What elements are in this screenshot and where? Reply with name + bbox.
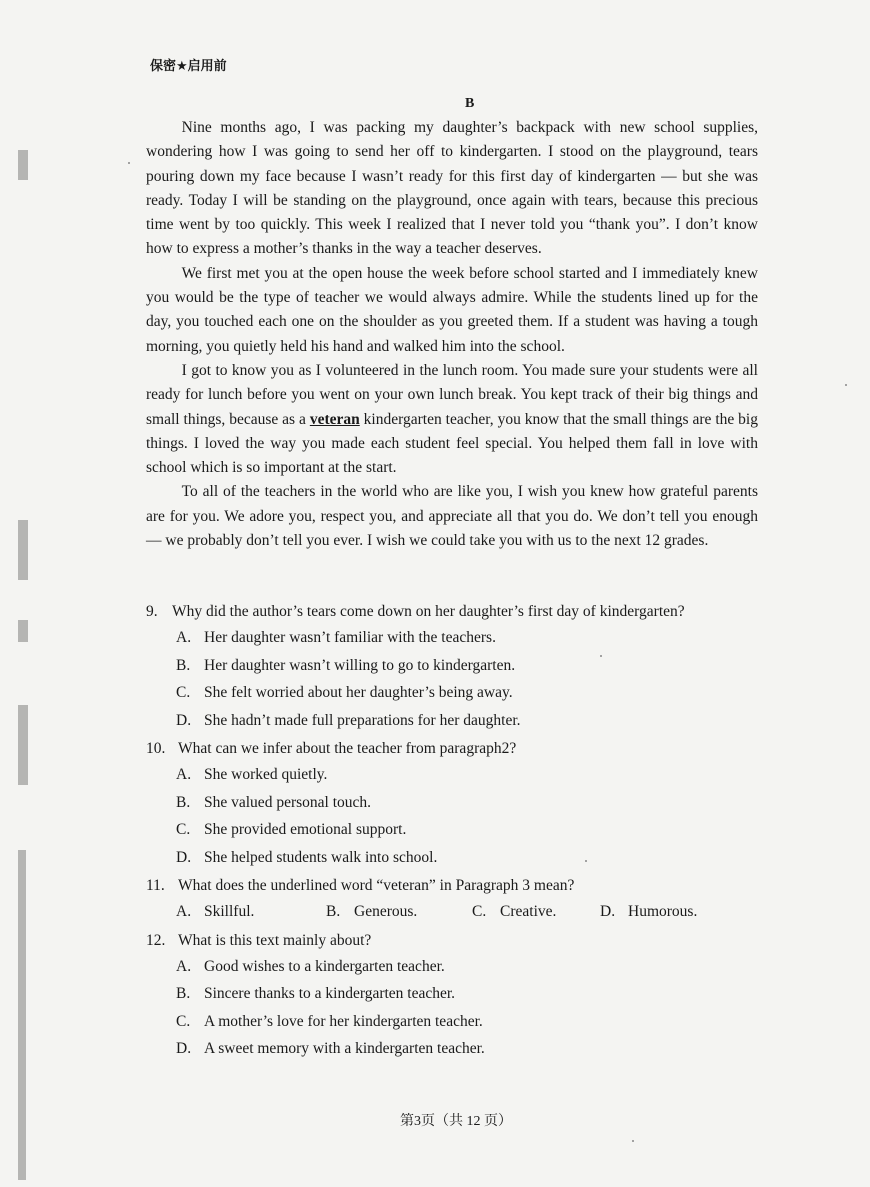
scan-binding-edge: [12, 0, 38, 1187]
underlined-word-veteran: veteran: [309, 410, 360, 428]
option-b[interactable]: B. She valued personal touch.: [176, 793, 372, 811]
paragraph-3: [146, 359, 758, 480]
question-stem: Why did the author’s tears come down on her daughter’s first day of kindergarten?: [172, 603, 685, 620]
paragraph-4: To all of the teachers in the world who are like you, I wish you knew how grateful parents are for you. We adore you, respect you, and appreciate all that you do. We don’t tell you enough — we probably don’t tell you ever. I wish we could take you with us to the next 12 grades.: [146, 483, 758, 550]
option-a[interactable]: A. She worked quietly.: [176, 766, 328, 783]
scan-speck: [600, 655, 602, 657]
question-9: [146, 600, 758, 734]
question-number: 10.: [146, 740, 166, 757]
question-stem: What can we infer about the teacher from paragraph2?: [178, 740, 517, 757]
option-c[interactable]: C. She felt worried about her daughter’s being away.: [176, 684, 513, 701]
question-stem: What does the underlined word “veteran” in Paragraph 3 mean?: [178, 877, 575, 894]
reading-passage: [146, 116, 758, 553]
page-number-footer: 第3页（共 12 页）: [400, 1114, 512, 1129]
option-c[interactable]: C. A mother’s love for her kindergarten teacher.: [176, 1012, 483, 1030]
scan-speck: [585, 860, 587, 862]
option-c[interactable]: C. Creative.: [472, 903, 557, 920]
scan-speck: [632, 1140, 634, 1142]
section-label: B: [465, 96, 475, 111]
paragraph-1: Nine months ago, I was packing my daughter’s backpack with new school supplies, wondering how I was going to send her off to kindergarten. I stood on the playground, tears pouring down my face because I wasn’t ready for this first day of kindergarten — but she was ready. Today I will be standing on the playground, once again with tears, because this precious time went by too quickly. This week I realized that I never told you “thank you”. I don’t know how to express a mother’s thanks in the way a teacher deserves.: [146, 119, 758, 258]
question-10: [146, 737, 758, 871]
option-d[interactable]: D. A sweet memory with a kindergarten teacher.: [176, 1040, 485, 1057]
option-c[interactable]: C. She provided emotional support.: [176, 821, 407, 838]
option-b[interactable]: B. Her daughter wasn’t willing to go to kindergarten.: [176, 656, 516, 674]
question-11: [146, 874, 758, 926]
scan-speck: [845, 384, 847, 386]
paragraph-3-text-before: I got to know you as I volunteered in the lunch room. You made sure your students were all ready for lunch before you went on your own lunch break. You kept track of their big things and small things, because as a: [146, 361, 758, 428]
question-number: 11.: [146, 877, 165, 894]
option-d[interactable]: D. Humorous.: [600, 903, 698, 920]
scan-speck: [128, 162, 130, 164]
questions-section: [146, 600, 758, 1066]
confidential-header: 保密★启用前: [150, 59, 227, 74]
option-a[interactable]: A. Her daughter wasn’t familiar with the teachers.: [176, 629, 496, 646]
option-d[interactable]: D. She hadn’t made full preparations for her daughter.: [176, 711, 521, 729]
question-stem: What is this text mainly about?: [178, 931, 372, 949]
option-b[interactable]: B. Generous.: [326, 903, 418, 920]
paragraph-3-text-after: kindergarten teacher, you know that the small things are the big things. I loved the way you made each student feel special. You helped them fall in love with school which is so important at the start.: [146, 410, 758, 477]
option-b[interactable]: B. Sincere thanks to a kindergarten teacher.: [176, 985, 456, 1002]
question-12: [146, 929, 758, 1063]
option-d[interactable]: D. She helped students walk into school.: [176, 848, 438, 866]
option-a[interactable]: A. Good wishes to a kindergarten teacher.: [176, 957, 445, 975]
option-a[interactable]: A. Skillful.: [176, 903, 255, 920]
question-number: 9.: [146, 603, 158, 620]
question-number: 12.: [146, 931, 166, 949]
paragraph-2: We first met you at the open house the week before school started and I immediately knew you would be the type of teacher we would always admire. While the students lined up for the day, you touched each one on the shoulder as you greeted them. If a student was having a tough morning, you quietly held his hand and walked him into the school.: [146, 264, 758, 355]
